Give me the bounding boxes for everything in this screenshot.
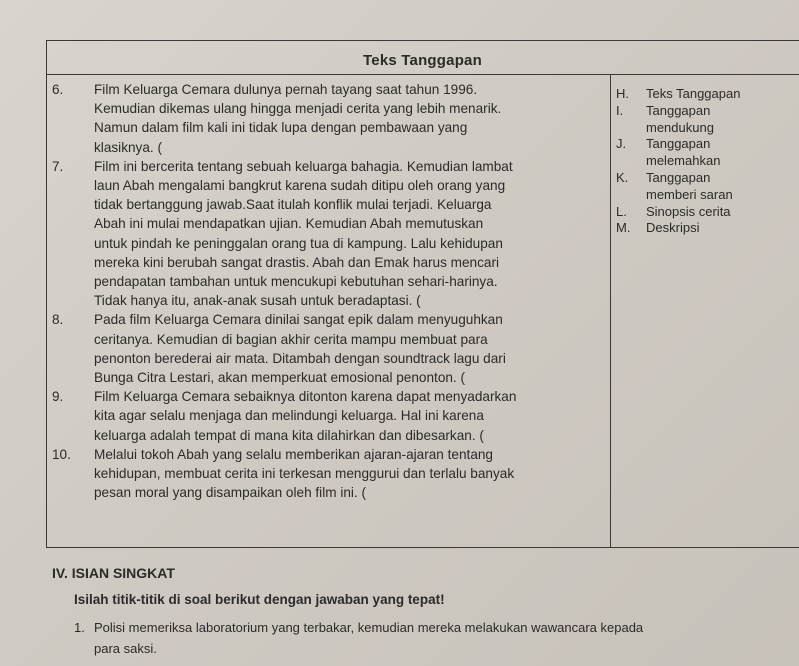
question-number: 9. [52, 389, 64, 405]
header-divider [46, 74, 799, 75]
option-text: Deskripsi [646, 220, 700, 236]
column-divider [610, 74, 611, 548]
question-line: Namun dalam film kali ini tidak lupa dengan pembawaan yang [94, 120, 468, 136]
section-title: IV. ISIAN SINGKAT [52, 565, 175, 581]
option-text: memberi saran [646, 186, 733, 202]
option-i [614, 103, 799, 137]
options-column [614, 86, 799, 237]
questions-column [52, 80, 608, 502]
question-line: Bunga Citra Lestari, akan memperkuat emosional penonton. ( [94, 370, 466, 386]
option-text: Sinopsis cerita [646, 203, 731, 219]
option-m [614, 220, 799, 237]
section-instruction: Isilah titik-titik di soal berikut dengan jawaban yang tepat! [74, 592, 445, 607]
question-line: keluarga adalah tempat di mana kita dilahirkan dan dibesarkan. ( [94, 427, 484, 443]
item-line: Polisi memeriksa laboratorium yang terbakar, kemudian mereka melakukan wawancara kepada [94, 620, 644, 635]
question-number: 7. [52, 158, 64, 174]
question-line: untuk pindah ke peninggalan orang tua di kampung. Lalu kehidupan [94, 235, 503, 251]
question-8 [52, 310, 608, 387]
question-line: penonton berederai air mata. Ditambah dengan soundtrack lagu dari [94, 350, 506, 366]
option-letter: K. [616, 169, 629, 185]
question-10 [52, 445, 608, 503]
question-line: pendapatan tambahan untuk mencukupi kebutuhan sehari-harinya. [94, 274, 498, 290]
question-number: 10. [52, 446, 71, 462]
question-line: ceritanya. Kemudian di bagian akhir cerita mampu membuat para [94, 331, 488, 347]
question-line: Pada film Keluarga Cemara dinilai sangat epik dalam menyuguhkan [94, 312, 503, 328]
item-number: 1. [74, 620, 85, 635]
question-line: Abah ini mulai mendapatkan ujian. Kemudian Abah memutuskan [94, 216, 484, 232]
question-line: klasiknya. ( [94, 139, 162, 155]
question-line: Film Keluarga Cemara sebaiknya ditonton karena dapat menyadarkan [94, 389, 517, 405]
question-line: Film ini bercerita tentang sebuah keluarga bahagia. Kemudian lambat [94, 158, 513, 174]
option-text: Teks Tanggapan [646, 86, 741, 101]
question-line: kita agar selalu menjaga dan melindungi keluarga. Hal ini karena [94, 408, 484, 424]
option-l [614, 204, 799, 221]
option-j [614, 136, 799, 170]
question-line: kehidupan, membuat cerita ini terkesan menggurui dan terlalu banyak [94, 466, 515, 482]
question-7 [52, 157, 608, 311]
option-text: Tanggapan [646, 136, 711, 152]
option-letter: J. [616, 136, 627, 152]
option-text: melemahkan [646, 153, 721, 169]
option-letter: I. [616, 102, 624, 118]
question-line: mereka kini berubah sangat drastis. Abah dan Emak harus mencari [94, 254, 500, 270]
table-header: Teks Tanggapan [363, 52, 482, 69]
short-answer-item-1 [74, 617, 794, 659]
option-k [614, 170, 799, 204]
question-number: 8. [52, 312, 64, 328]
question-line: laun Abah mengalami bangkrut karena sudah ditipu oleh orang yang [94, 178, 506, 194]
question-line: Kemudian dikemas ulang hingga menjadi cerita yang lebih menarik. [94, 101, 502, 117]
option-text: Tanggapan [646, 169, 711, 185]
question-line: pesan moral yang disampaikan oleh film ini. ( [94, 485, 367, 501]
question-6 [52, 80, 608, 157]
option-text: Tanggapan [646, 102, 711, 118]
question-line: Film Keluarga Cemara dulunya pernah tayang saat tahun 1996. [94, 82, 478, 97]
question-line: Tidak hanya itu, anak-anak susah untuk beradaptasi. ( [94, 293, 421, 309]
option-text: mendukung [646, 119, 714, 135]
option-letter: H. [616, 86, 629, 101]
option-letter: L. [616, 203, 627, 219]
option-h [614, 86, 799, 103]
question-line: Melalui tokoh Abah yang selalu memberikan ajaran-ajaran tentang [94, 446, 493, 462]
question-number: 6. [52, 82, 64, 97]
question-9 [52, 387, 608, 445]
option-letter: M. [616, 220, 631, 236]
question-line: tidak bertanggung jawab.Saat itulah konflik mulai terjadi. Keluarga [94, 197, 492, 213]
item-line: para saksi. [94, 641, 157, 656]
